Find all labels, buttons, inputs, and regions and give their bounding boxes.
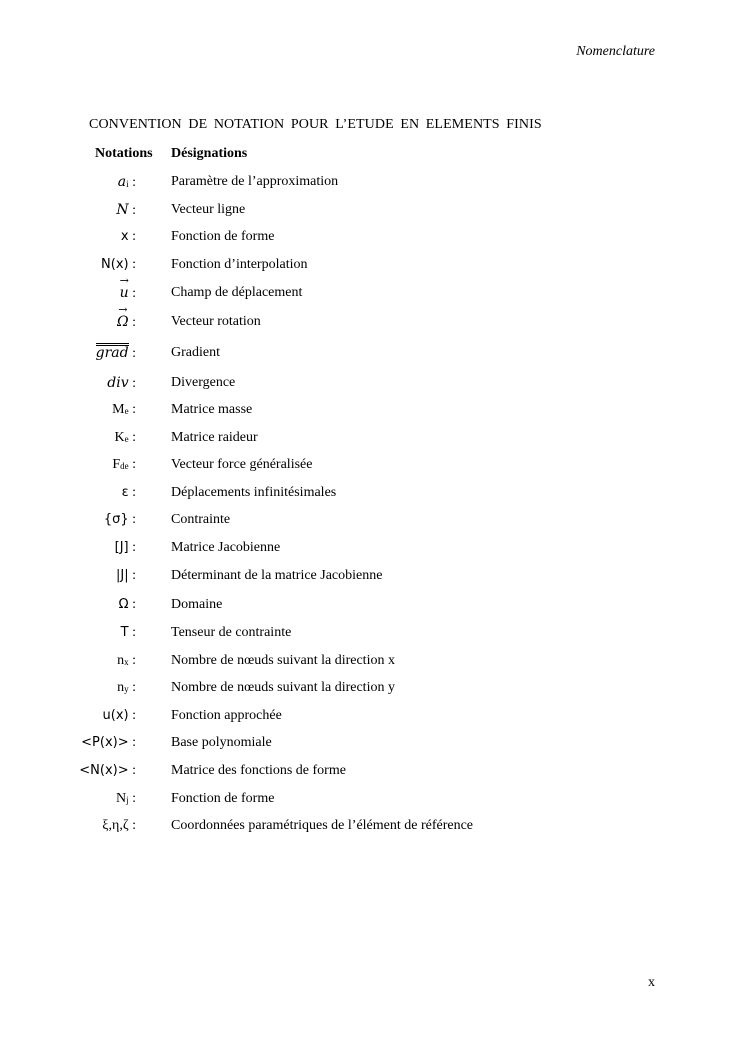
designation-text: Nombre de nœuds suivant la direction y [171,680,395,695]
notation-symbol: $n_y$ : [117,680,136,695]
running-header: Nomenclature [576,44,655,59]
notation-symbol: $a_i$ : [117,174,136,190]
table-row [0,597,745,617]
notation-symbol: div : [107,375,136,391]
designation-text: Base polynomiale [171,735,272,750]
page-number: x [648,975,655,990]
designation-text: Gradient [171,345,220,360]
table-row [0,314,745,334]
notation-symbol: $F_{de}$ : [112,457,136,472]
notations-column-header: Notations [95,146,153,161]
notation-symbol: $K_e$ : [114,430,136,445]
designation-text: Matrice Jacobienne [171,540,281,555]
table-row [0,375,745,395]
designation-text: Champ de déplacement [171,285,303,300]
designation-text: Matrice des fonctions de forme [171,763,346,778]
notation-symbol: → u : [120,285,136,302]
table-row [0,763,745,783]
notation-symbol: grad : [95,345,136,361]
table-row [0,568,745,588]
designation-text: Matrice masse [171,402,253,417]
designation-text: Matrice raideur [171,430,258,445]
designation-text: Fonction d’interpolation [171,257,308,272]
designation-text: Déplacements infinitésimales [171,485,337,500]
designation-text: Vecteur rotation [171,314,261,329]
designation-text: Contrainte [171,512,231,527]
table-row [0,540,745,560]
notation-symbol: Ω : [118,597,136,612]
notation-symbol: |J| : [116,568,136,583]
table-row [0,402,745,422]
notation-symbol: $N_j$ : [115,791,136,806]
designation-text: Nombre de nœuds suivant la direction x [171,653,395,668]
table-row [0,345,745,365]
table-row [0,257,745,277]
notation-symbol: N : [116,202,136,218]
notation-symbol: <N(x)> : [79,763,136,778]
table-row [0,653,745,673]
table-row [0,512,745,532]
notation-symbol: → Ω : [117,314,136,331]
table-row [0,818,745,838]
designation-text: Fonction de forme [171,791,275,806]
designation-text: Paramètre de l’approximation [171,174,339,189]
designation-text: Divergence [171,375,236,390]
designation-text: Fonction de forme [171,229,275,244]
designation-text: Domaine [171,597,223,612]
notation-symbol: ε : [121,485,136,500]
table-row [0,285,745,305]
designation-text: Fonction approchée [171,708,282,723]
table-row [0,735,745,755]
notation-symbol: T : [120,625,136,640]
designation-text: Coordonnées paramétriques de l’élément de référence [171,818,474,833]
notation-symbol: x : [120,229,136,244]
section-title: CONVENTION DE NOTATION POUR L’ETUDE EN ELEMENTS FINIS [89,117,542,132]
notation-symbol: u(x) : [102,708,136,723]
notation-symbol: <P(x)> : [81,735,136,750]
notation-symbol: $n_x$ : [117,653,136,668]
table-row [0,202,745,222]
table-row [0,791,745,811]
table-row [0,229,745,249]
designation-text: Déterminant de la matrice Jacobienne [171,568,383,583]
designation-text: Tenseur de contrainte [171,625,292,640]
designation-text: Vecteur ligne [171,202,246,217]
table-row [0,680,745,700]
notation-symbol: $M_e$ : [112,402,136,417]
table-row [0,625,745,645]
designations-column-header: Désignations [171,146,248,161]
notation-symbol: ξ,η,ζ : [102,818,136,833]
notation-symbol: {σ} : [103,512,136,527]
table-row [0,485,745,505]
table-row [0,174,745,194]
notation-symbol: [J] : [114,540,136,555]
table-row [0,708,745,728]
table-row [0,457,745,477]
notation-symbol: N(x) : [101,257,136,272]
table-row [0,430,745,450]
designation-text: Vecteur force généralisée [171,457,313,472]
